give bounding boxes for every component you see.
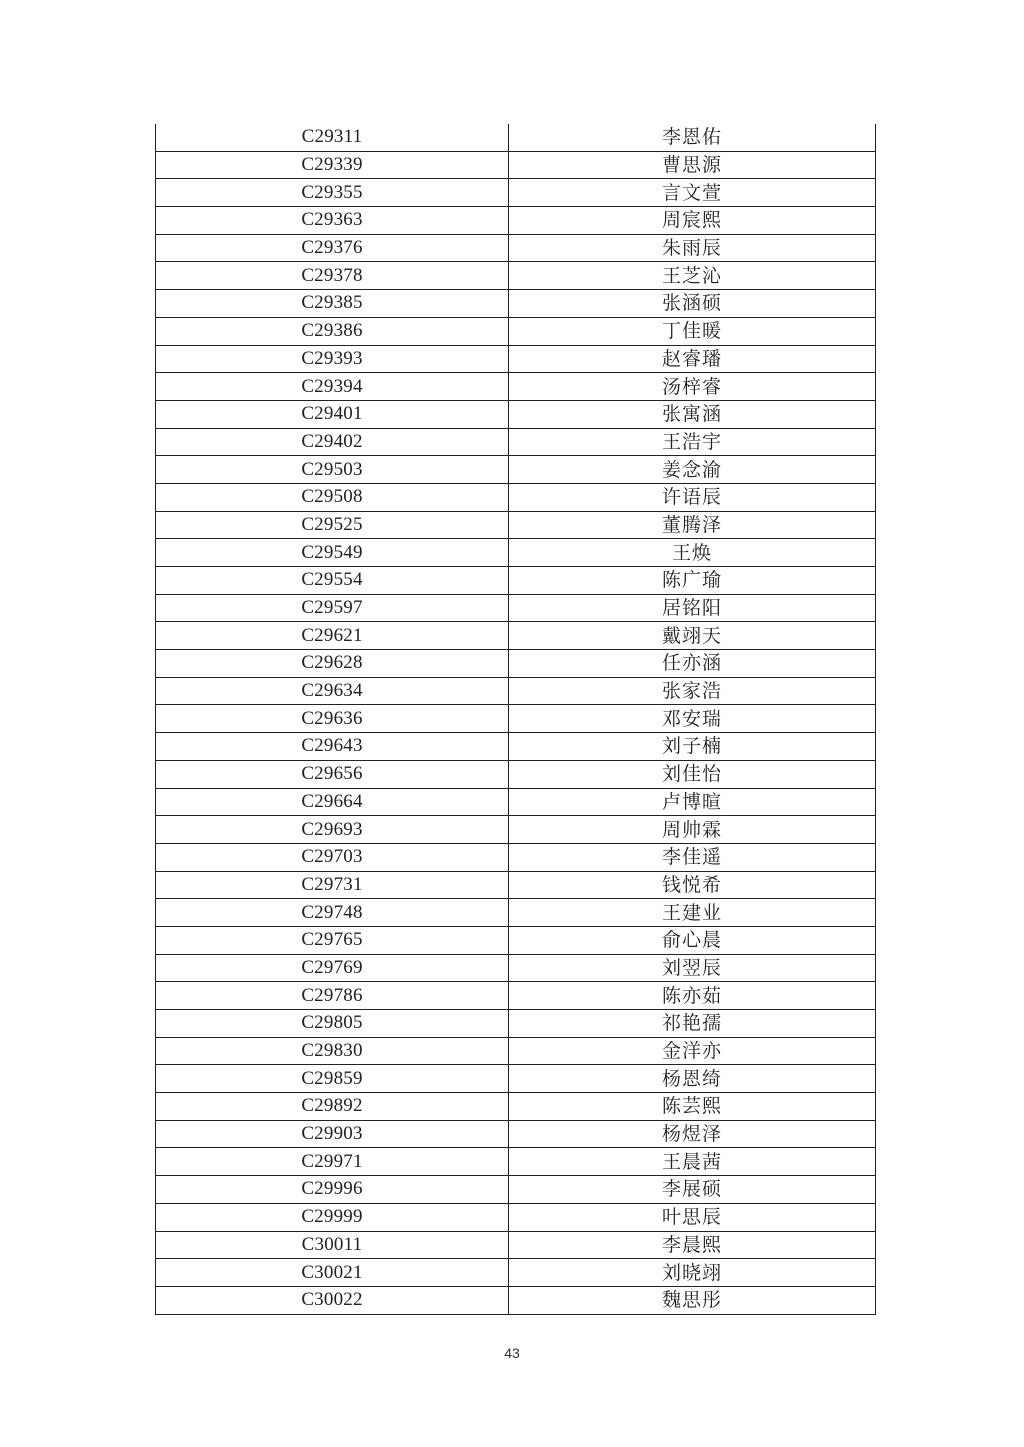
id-cell: C29376 <box>156 234 509 262</box>
id-cell: C29996 <box>156 1176 509 1204</box>
id-cell: C29401 <box>156 400 509 428</box>
id-cell: C29636 <box>156 705 509 733</box>
id-cell: C29597 <box>156 594 509 622</box>
name-cell: 丁佳暖 <box>509 317 876 345</box>
name-cell: 言文萱 <box>509 179 876 207</box>
id-cell: C29339 <box>156 151 509 179</box>
roster-table <box>155 124 876 1315</box>
table-row <box>156 760 876 788</box>
name-cell: 张家浩 <box>509 677 876 705</box>
id-cell: C29394 <box>156 373 509 401</box>
name-cell: 叶思辰 <box>509 1203 876 1231</box>
table-row <box>156 567 876 595</box>
table-row <box>156 788 876 816</box>
id-cell: C30022 <box>156 1286 509 1314</box>
id-cell: C30011 <box>156 1231 509 1259</box>
table-row <box>156 1203 876 1231</box>
table-row <box>156 317 876 345</box>
name-cell: 居铭阳 <box>509 594 876 622</box>
table-row <box>156 1231 876 1259</box>
table-row <box>156 1010 876 1038</box>
name-cell: 杨煜泽 <box>509 1120 876 1148</box>
id-cell: C29731 <box>156 871 509 899</box>
id-cell: C29693 <box>156 816 509 844</box>
id-cell: C29363 <box>156 207 509 235</box>
name-cell: 周帅霖 <box>509 816 876 844</box>
table-row <box>156 899 876 927</box>
table-row <box>156 982 876 1010</box>
table-row <box>156 400 876 428</box>
id-cell: C29805 <box>156 1010 509 1038</box>
id-cell: C29971 <box>156 1148 509 1176</box>
id-cell: C30021 <box>156 1259 509 1287</box>
table-row <box>156 733 876 761</box>
table-row <box>156 262 876 290</box>
name-cell: 李展硕 <box>509 1176 876 1204</box>
name-cell: 赵睿璠 <box>509 345 876 373</box>
name-cell: 王焕 <box>509 539 876 567</box>
table-row <box>156 234 876 262</box>
id-cell: C29656 <box>156 760 509 788</box>
id-cell: C29385 <box>156 290 509 318</box>
id-cell: C29549 <box>156 539 509 567</box>
id-cell: C29664 <box>156 788 509 816</box>
table-row <box>156 511 876 539</box>
name-cell: 戴翊天 <box>509 622 876 650</box>
name-cell: 陈广瑜 <box>509 567 876 595</box>
id-cell: C29508 <box>156 483 509 511</box>
name-cell: 邓安瑞 <box>509 705 876 733</box>
id-cell: C29386 <box>156 317 509 345</box>
id-cell: C29355 <box>156 179 509 207</box>
name-cell: 曹思源 <box>509 151 876 179</box>
table-row <box>156 594 876 622</box>
id-cell: C29503 <box>156 456 509 484</box>
roster-table-body <box>156 124 876 1314</box>
table-row <box>156 926 876 954</box>
id-cell: C29859 <box>156 1065 509 1093</box>
table-row <box>156 1065 876 1093</box>
id-cell: C29830 <box>156 1037 509 1065</box>
name-cell: 董腾泽 <box>509 511 876 539</box>
name-cell: 李佳遥 <box>509 843 876 871</box>
name-cell: 杨恩绮 <box>509 1065 876 1093</box>
name-cell: 李晨熙 <box>509 1231 876 1259</box>
table-row <box>156 677 876 705</box>
table-row <box>156 539 876 567</box>
id-cell: C29786 <box>156 982 509 1010</box>
id-cell: C29393 <box>156 345 509 373</box>
name-cell: 刘子楠 <box>509 733 876 761</box>
table-row <box>156 871 876 899</box>
id-cell: C29892 <box>156 1093 509 1121</box>
table-row <box>156 290 876 318</box>
id-cell: C29769 <box>156 954 509 982</box>
table-row <box>156 1093 876 1121</box>
name-cell: 刘翌辰 <box>509 954 876 982</box>
table-row <box>156 1148 876 1176</box>
page-number: 43 <box>504 1345 520 1361</box>
table-row <box>156 705 876 733</box>
name-cell: 王浩宇 <box>509 428 876 456</box>
name-cell: 刘晓翊 <box>509 1259 876 1287</box>
table-row <box>156 428 876 456</box>
name-cell: 王建业 <box>509 899 876 927</box>
name-cell: 周宸熙 <box>509 207 876 235</box>
name-cell: 任亦涵 <box>509 650 876 678</box>
table-row <box>156 345 876 373</box>
name-cell: 祁艳孺 <box>509 1010 876 1038</box>
name-cell: 李恩佑 <box>661 126 722 149</box>
id-cell: C29634 <box>156 677 509 705</box>
name-cell: 张涵硕 <box>509 290 876 318</box>
name-cell: 魏思彤 <box>509 1286 876 1314</box>
name-cell: 卢博暄 <box>509 788 876 816</box>
table-row <box>156 124 876 151</box>
name-cell: 王芝沁 <box>509 262 876 290</box>
name-cell: 张寓涵 <box>509 400 876 428</box>
id-cell: C29703 <box>156 843 509 871</box>
id-cell: C29765 <box>156 926 509 954</box>
id-cell: C29999 <box>156 1203 509 1231</box>
id-cell: C29554 <box>156 567 509 595</box>
table-row <box>156 151 876 179</box>
table-row <box>156 1120 876 1148</box>
table-row <box>156 373 876 401</box>
name-cell: 姜念渝 <box>509 456 876 484</box>
name-cell: 钱悦希 <box>509 871 876 899</box>
table-row <box>156 1037 876 1065</box>
table-row <box>156 179 876 207</box>
table-row <box>156 1286 876 1314</box>
id-cell: C29628 <box>156 650 509 678</box>
id-cell: C29525 <box>156 511 509 539</box>
name-cell: 朱雨辰 <box>509 234 876 262</box>
id-cell: C29311 <box>156 124 509 151</box>
table-row <box>156 843 876 871</box>
table-row <box>156 816 876 844</box>
name-cell: 陈芸熙 <box>509 1093 876 1121</box>
table-row <box>156 622 876 650</box>
id-cell: C29643 <box>156 733 509 761</box>
name-cell: 刘佳怡 <box>509 760 876 788</box>
table-row <box>156 650 876 678</box>
name-cell: 陈亦茹 <box>509 982 876 1010</box>
table-row <box>156 1259 876 1287</box>
table-row <box>156 1176 876 1204</box>
table-row <box>156 954 876 982</box>
name-cell: 汤梓睿 <box>509 373 876 401</box>
table-row <box>156 483 876 511</box>
table-row <box>156 456 876 484</box>
name-cell: 俞心晨 <box>509 926 876 954</box>
table-row <box>156 207 876 235</box>
name-cell: 金洋亦 <box>509 1037 876 1065</box>
id-cell: C29748 <box>156 899 509 927</box>
id-cell: C29378 <box>156 262 509 290</box>
id-cell: C29621 <box>156 622 509 650</box>
name-cell: 许语辰 <box>509 483 876 511</box>
id-cell: C29402 <box>156 428 509 456</box>
name-cell: 王晨茜 <box>509 1148 876 1176</box>
id-cell: C29903 <box>156 1120 509 1148</box>
